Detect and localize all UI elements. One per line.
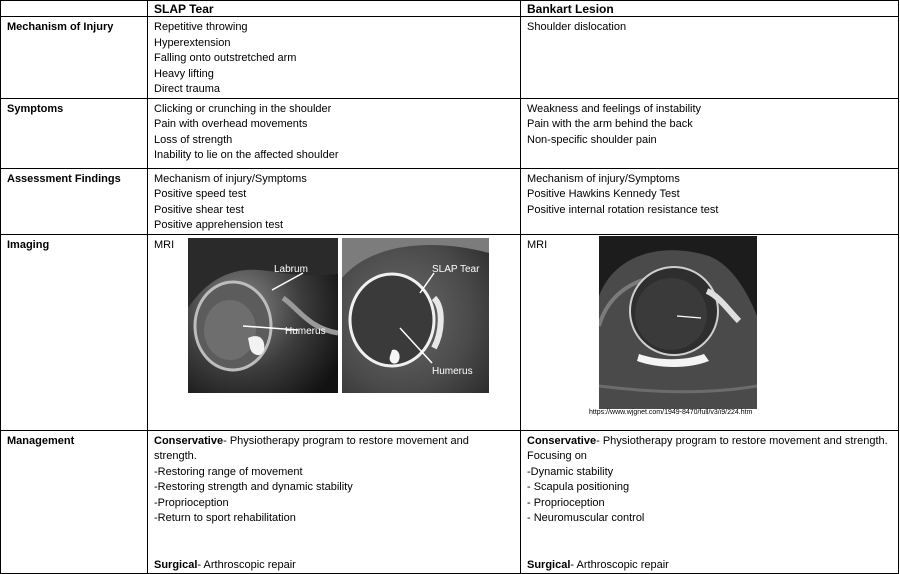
list-item: Positive Hawkins Kennedy Test (527, 188, 680, 200)
header-empty-cell (1, 1, 148, 17)
label-slap-tear: SLAP Tear (432, 263, 480, 275)
conservative-paragraph (154, 434, 514, 465)
list-item: -Return to sport rehabilitation (154, 512, 296, 524)
slap-assessment-cell (148, 168, 521, 234)
bankart-assessment-cell (521, 168, 899, 234)
row-label-imaging: Imaging (1, 234, 148, 430)
conservative-text: - Physiotherapy program to restore movement and strength. Focusing on (527, 434, 888, 462)
surgical-label: Surgical (154, 558, 198, 571)
label-labrum: Labrum (274, 263, 308, 275)
conservative-paragraph (527, 434, 892, 465)
mri-label: MRI (154, 238, 175, 251)
bankart-symptoms-cell (521, 98, 899, 168)
list-item: Pain with overhead movements (154, 118, 308, 130)
list-item: Repetitive throwing (154, 21, 248, 33)
list-item: - Proprioception (527, 496, 605, 509)
list-item: -Dynamic stability (527, 465, 614, 478)
mri-label: MRI (527, 238, 548, 251)
header-bankart-lesion: Bankart Lesion (521, 1, 899, 17)
row-management (1, 430, 899, 574)
list-item: Shoulder dislocation (527, 21, 627, 33)
list-item: Non-specific shoulder pain (527, 133, 657, 146)
header-slap-tear: SLAP Tear (148, 1, 521, 17)
spacer (154, 527, 514, 558)
list-item: Positive apprehension test (154, 219, 284, 231)
list-item: - Neuromuscular control (527, 512, 645, 524)
header-row (1, 1, 899, 17)
list-item: -Proprioception (154, 496, 229, 509)
slap-symptoms-cell (148, 98, 521, 168)
list-item: Loss of strength (154, 133, 233, 146)
list-item: Clicking or crunching in the shoulder (154, 102, 332, 115)
surgical-paragraph (154, 558, 514, 574)
bankart-mechanism-cell (521, 17, 899, 99)
list-item: Positive internal rotation resistance test (527, 203, 719, 216)
slap-mri-image-1 (188, 238, 338, 393)
conservative-label: Conservative (527, 434, 597, 447)
label-humerus-2: Humerus (432, 365, 473, 377)
list-item: Positive shear test (154, 203, 244, 216)
list-item: Mechanism of injury/Symptoms (527, 172, 680, 185)
row-label-assessment: Assessment Findings (1, 168, 148, 234)
list-item: Hyperextension (154, 36, 231, 49)
list-item: Heavy lifting (154, 67, 214, 80)
row-label-management: Management (1, 430, 148, 574)
slap-mechanism-cell (148, 17, 521, 99)
list-item: -Restoring strength and dynamic stability (154, 481, 353, 493)
surgical-label: Surgical (527, 558, 571, 571)
row-symptoms (1, 98, 899, 168)
bankart-imaging-cell (521, 234, 899, 430)
label-humerus-1: Humerus (285, 325, 326, 337)
list-item: Direct trauma (154, 83, 221, 95)
conservative-label: Conservative (154, 434, 224, 447)
surgical-paragraph (527, 558, 892, 574)
list-item: - Scapula positioning (527, 481, 630, 493)
spacer (527, 527, 892, 558)
list-item: Falling onto outstretched arm (154, 52, 297, 64)
list-item: Pain with the arm behind the back (527, 118, 693, 130)
bankart-mri-image (599, 236, 757, 409)
image-citation: https://www.wjgnet.com/1949-8470/full/v3/i9/224.htm (589, 408, 753, 416)
row-label-symptoms: Symptoms (1, 98, 148, 168)
list-item: Inability to lie on the affected shoulder (154, 149, 339, 161)
list-item: Mechanism of injury/Symptoms (154, 172, 307, 185)
row-assessment (1, 168, 899, 234)
row-mechanism (1, 17, 899, 99)
bankart-management-cell (521, 430, 899, 574)
list-item: Weakness and feelings of instability (527, 102, 702, 115)
surgical-text: - Arthroscopic repair (197, 558, 296, 571)
list-item: -Restoring range of movement (154, 465, 303, 478)
slap-mri-image-2 (342, 238, 489, 393)
slap-management-cell (148, 430, 521, 574)
row-label-mechanism: Mechanism of Injury (1, 17, 148, 99)
slap-imaging-cell (148, 234, 521, 430)
list-item: Positive speed test (154, 188, 247, 200)
row-imaging (1, 234, 899, 430)
conservative-text: - Physiotherapy program to restore movement and strength. (154, 434, 469, 462)
surgical-text: - Arthroscopic repair (570, 558, 669, 571)
